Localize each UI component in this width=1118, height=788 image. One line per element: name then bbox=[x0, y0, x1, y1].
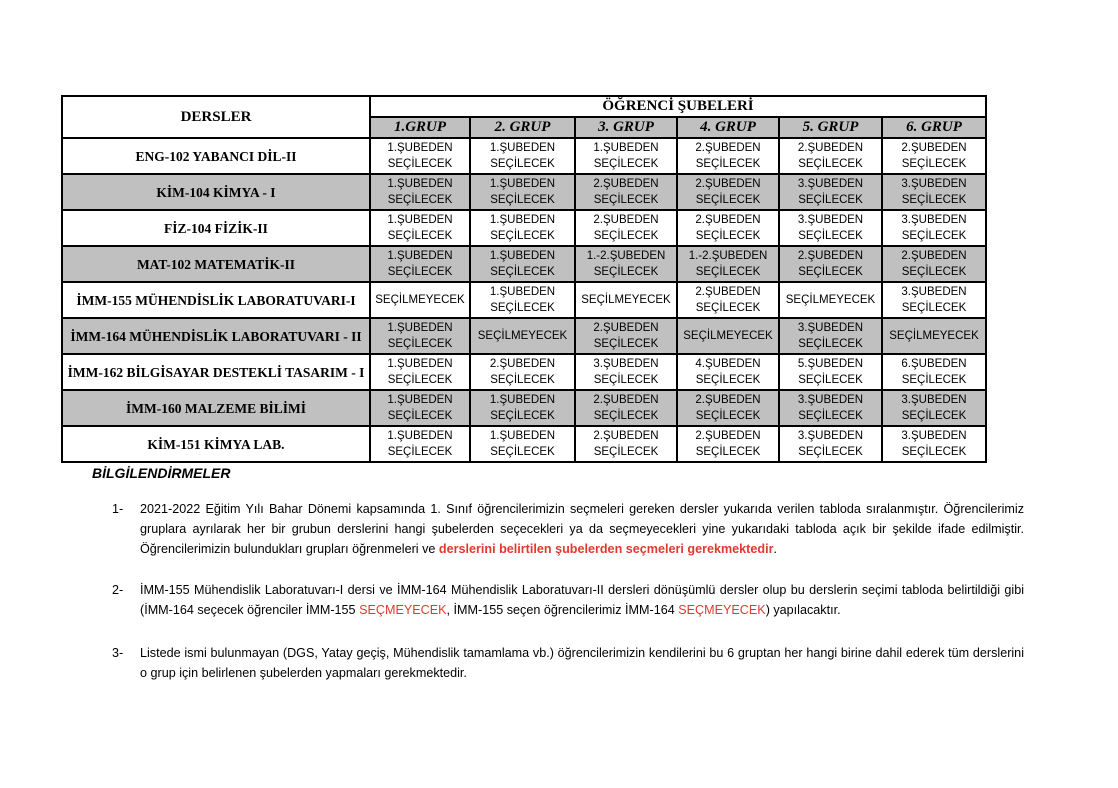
section-cell-line: 2.ŞUBEDEN bbox=[593, 322, 659, 334]
section-cell bbox=[779, 210, 882, 246]
section-cell bbox=[470, 318, 575, 354]
section-cell-line: SEÇİLECEK bbox=[798, 230, 863, 242]
section-cell-line: 3.ŞUBEDEN bbox=[901, 178, 967, 190]
section-cell-line: SEÇİLECEK bbox=[490, 446, 555, 458]
section-cell-line: 2.ŞUBEDEN bbox=[593, 214, 659, 226]
section-cell-line: SEÇİLECEK bbox=[387, 410, 453, 422]
section-cell bbox=[575, 138, 677, 174]
note-number: 1- bbox=[112, 502, 124, 516]
section-cell-line: 2.ŞUBEDEN bbox=[489, 358, 556, 370]
section-cell-line: 1.-2.ŞUBEDEN bbox=[688, 250, 768, 262]
section-cell-line: SEÇİLECEK bbox=[490, 266, 555, 278]
section-cell-line: 1.ŞUBEDEN bbox=[489, 394, 556, 406]
course-name: İMM-164 MÜHENDİSLİK LABORATUVARI - II bbox=[62, 318, 370, 354]
section-cell-line: 2.ŞUBEDEN bbox=[901, 142, 967, 154]
section-cell bbox=[677, 282, 779, 318]
section-cell-line: SEÇİLECEK bbox=[901, 374, 967, 386]
section-cell-line: 2.ŞUBEDEN bbox=[695, 178, 761, 190]
ogrenci-subeleri-header: ÖĞRENCİ ŞUBELERİ bbox=[370, 96, 986, 117]
section-cell-line: 1.ŞUBEDEN bbox=[387, 214, 453, 226]
section-cell bbox=[575, 426, 677, 462]
section-cell-line: 2.ŞUBEDEN bbox=[593, 394, 659, 406]
section-cell-line: 6.ŞUBEDEN bbox=[901, 358, 967, 370]
section-cell-line: SEÇİLECEK bbox=[901, 194, 967, 206]
course-section-table bbox=[61, 95, 987, 463]
section-cell bbox=[370, 354, 470, 390]
dersler-header: DERSLER bbox=[62, 96, 370, 138]
section-cell-line: 1.ŞUBEDEN bbox=[489, 250, 556, 262]
section-cell-line: 1.ŞUBEDEN bbox=[387, 250, 453, 262]
section-cell bbox=[779, 174, 882, 210]
section-cell-line: 1.ŞUBEDEN bbox=[387, 358, 453, 370]
course-name: FİZ-104 FİZİK-II bbox=[62, 210, 370, 246]
table-row bbox=[62, 318, 986, 354]
section-cell-line: SEÇİLECEK bbox=[901, 302, 967, 314]
section-cell-line: 1.ŞUBEDEN bbox=[489, 430, 556, 442]
section-cell bbox=[882, 426, 986, 462]
section-cell-line: SEÇİLECEK bbox=[695, 446, 761, 458]
section-cell-line: 1.ŞUBEDEN bbox=[387, 394, 453, 406]
section-cell-line: SEÇİLECEK bbox=[387, 374, 453, 386]
section-cell-line: SEÇİLECEK bbox=[798, 446, 863, 458]
note-text bbox=[140, 580, 1024, 620]
section-cell bbox=[575, 390, 677, 426]
section-cell-line: SEÇİLECEK bbox=[593, 338, 659, 350]
section-cell-line: 1.ŞUBEDEN bbox=[489, 214, 556, 226]
section-cell bbox=[882, 210, 986, 246]
section-cell-line: SEÇİLMEYECEK bbox=[581, 294, 671, 306]
note-item bbox=[112, 643, 1024, 683]
section-cell-line: SEÇİLECEK bbox=[695, 302, 761, 314]
group-header-2: 2. GRUP bbox=[470, 117, 575, 138]
section-cell-line: SEÇİLECEK bbox=[387, 230, 453, 242]
table-row bbox=[62, 138, 986, 174]
note-item bbox=[112, 580, 1024, 620]
group-header-4: 4. GRUP bbox=[677, 117, 779, 138]
section-cell bbox=[677, 246, 779, 282]
section-cell-line: SEÇİLMEYECEK bbox=[683, 330, 773, 342]
section-cell bbox=[470, 138, 575, 174]
section-cell-line: SEÇİLECEK bbox=[695, 410, 761, 422]
section-cell bbox=[882, 318, 986, 354]
course-name: İMM-155 MÜHENDİSLİK LABORATUVARI-I bbox=[62, 282, 370, 318]
section-cell bbox=[470, 354, 575, 390]
section-cell bbox=[370, 174, 470, 210]
section-cell-line: 1.ŞUBEDEN bbox=[489, 142, 556, 154]
section-cell bbox=[677, 318, 779, 354]
section-cell-line: SEÇİLECEK bbox=[490, 194, 555, 206]
section-cell bbox=[370, 426, 470, 462]
section-cell-line: SEÇİLECEK bbox=[901, 266, 967, 278]
section-cell bbox=[779, 318, 882, 354]
section-cell-line: SEÇİLECEK bbox=[593, 266, 659, 278]
section-cell-line: 3.ŞUBEDEN bbox=[797, 394, 864, 406]
section-cell-line: SEÇİLECEK bbox=[387, 446, 453, 458]
section-cell-line: SEÇİLMEYECEK bbox=[889, 330, 979, 342]
note-highlight-text: SEÇMEYECEK bbox=[678, 603, 766, 617]
table-row bbox=[62, 354, 986, 390]
section-cell-line: 3.ŞUBEDEN bbox=[901, 394, 967, 406]
section-cell-line: 2.ŞUBEDEN bbox=[797, 250, 864, 262]
section-cell-line: 2.ŞUBEDEN bbox=[901, 250, 967, 262]
section-cell-line: SEÇİLECEK bbox=[387, 266, 453, 278]
section-cell bbox=[575, 318, 677, 354]
note-text bbox=[140, 499, 1024, 559]
section-cell-line: SEÇİLECEK bbox=[490, 410, 555, 422]
section-cell-line: 3.ŞUBEDEN bbox=[797, 178, 864, 190]
section-cell-line: 1.ŞUBEDEN bbox=[387, 430, 453, 442]
section-cell bbox=[779, 426, 882, 462]
table-row bbox=[62, 282, 986, 318]
section-cell-line: SEÇİLECEK bbox=[798, 194, 863, 206]
section-cell bbox=[470, 174, 575, 210]
section-cell-line: 3.ŞUBEDEN bbox=[797, 214, 864, 226]
course-name: KİM-151 KİMYA LAB. bbox=[62, 426, 370, 462]
table-row bbox=[62, 426, 986, 462]
section-cell bbox=[882, 246, 986, 282]
note-number: 3- bbox=[112, 646, 124, 660]
section-cell-line: SEÇİLECEK bbox=[901, 158, 967, 170]
section-cell bbox=[370, 390, 470, 426]
section-cell-line: SEÇİLECEK bbox=[490, 374, 555, 386]
course-name: KİM-104 KİMYA - I bbox=[62, 174, 370, 210]
section-cell-line: SEÇİLECEK bbox=[901, 446, 967, 458]
section-cell-line: 2.ŞUBEDEN bbox=[797, 142, 864, 154]
section-cell bbox=[882, 390, 986, 426]
group-header-1: 1.GRUP bbox=[370, 117, 470, 138]
section-cell-line: 3.ŞUBEDEN bbox=[901, 214, 967, 226]
section-cell-line: 5.ŞUBEDEN bbox=[797, 358, 864, 370]
section-cell bbox=[677, 426, 779, 462]
section-cell bbox=[677, 138, 779, 174]
section-cell bbox=[677, 354, 779, 390]
section-cell-line: SEÇİLMEYECEK bbox=[375, 294, 465, 306]
section-cell-line: 1.ŞUBEDEN bbox=[387, 142, 453, 154]
info-title: BİLGİLENDİRMELER bbox=[92, 465, 231, 481]
section-cell-line: 2.ŞUBEDEN bbox=[695, 214, 761, 226]
section-cell bbox=[882, 174, 986, 210]
note-text-segment: . bbox=[773, 542, 777, 556]
section-cell bbox=[370, 318, 470, 354]
section-cell bbox=[470, 426, 575, 462]
section-cell bbox=[677, 174, 779, 210]
section-cell-line: 2.ŞUBEDEN bbox=[695, 286, 761, 298]
group-header-5: 5. GRUP bbox=[779, 117, 882, 138]
section-cell-line: 1.ŞUBEDEN bbox=[387, 178, 453, 190]
section-cell-line: SEÇİLECEK bbox=[798, 374, 863, 386]
section-cell bbox=[882, 354, 986, 390]
section-cell-line: SEÇİLECEK bbox=[798, 266, 863, 278]
section-cell-line: SEÇİLECEK bbox=[593, 158, 659, 170]
section-cell-line: SEÇİLECEK bbox=[798, 338, 863, 350]
note-text-segment: İMM-155 Mühendislik Laboratuvarı-I dersi ve İMM-164 Mühendislik Laboratuvarı-II dersleri dönüşümlü dersler olup bu derslerin seçimi tabloda belirtildiği gibi (İMM-164 seçecek öğrenciler İMM-155 bbox=[140, 583, 1024, 617]
section-cell bbox=[575, 174, 677, 210]
section-cell-line: 4.ŞUBEDEN bbox=[695, 358, 761, 370]
section-cell bbox=[677, 210, 779, 246]
section-cell-line: SEÇİLMEYECEK bbox=[477, 330, 568, 342]
section-cell bbox=[779, 390, 882, 426]
section-cell-line: SEÇİLECEK bbox=[387, 338, 453, 350]
note-item bbox=[112, 499, 1024, 559]
note-highlight-text: SEÇMEYECEK bbox=[359, 603, 447, 617]
note-text-segment: 2021-2022 Eğitim Yılı Bahar Dönemi kapsamında 1. Sınıf öğrencilerimizin seçmeleri gereken dersler yukarıda verilen tabloda sıralanmıştır. Öğrencilerimiz gruplara ayrılarak her bir grubun derslerini hangi şubelerden seçecekleri ya da seçmeyecekleri yine yukarıdaki tabloda açık bir şekilde ifade edilmiştir. Öğrencilerimizin bulundukları grupları öğrenmeleri ve bbox=[140, 502, 1024, 556]
section-cell-line: SEÇİLECEK bbox=[901, 230, 967, 242]
section-cell bbox=[779, 282, 882, 318]
section-cell bbox=[882, 282, 986, 318]
section-cell bbox=[575, 354, 677, 390]
section-cell-line: 3.ŞUBEDEN bbox=[901, 430, 967, 442]
table-row bbox=[62, 246, 986, 282]
section-cell-line: 1.ŞUBEDEN bbox=[387, 322, 453, 334]
section-cell-line: 2.ŞUBEDEN bbox=[695, 430, 761, 442]
section-cell-line: 2.ŞUBEDEN bbox=[593, 178, 659, 190]
section-cell bbox=[470, 390, 575, 426]
section-cell bbox=[370, 138, 470, 174]
section-cell-line: 3.ŞUBEDEN bbox=[797, 430, 864, 442]
note-text bbox=[140, 643, 1024, 683]
note-text-segment: ) yapılacaktır. bbox=[765, 603, 841, 617]
section-cell-line: SEÇİLECEK bbox=[593, 446, 659, 458]
section-cell-line: SEÇİLECEK bbox=[490, 158, 555, 170]
section-cell-line: 3.ŞUBEDEN bbox=[593, 358, 659, 370]
section-cell-line: SEÇİLECEK bbox=[387, 194, 453, 206]
group-header-3: 3. GRUP bbox=[575, 117, 677, 138]
course-name: MAT-102 MATEMATİK-II bbox=[62, 246, 370, 282]
section-cell-line: SEÇİLECEK bbox=[593, 410, 659, 422]
table-row bbox=[62, 210, 986, 246]
section-cell-line: 1.ŞUBEDEN bbox=[489, 286, 556, 298]
section-cell-line: SEÇİLECEK bbox=[695, 230, 761, 242]
course-name: İMM-160 MALZEME BİLİMİ bbox=[62, 390, 370, 426]
section-cell-line: 2.ŞUBEDEN bbox=[695, 142, 761, 154]
table-row bbox=[62, 174, 986, 210]
course-name: ENG-102 YABANCI DİL-II bbox=[62, 138, 370, 174]
section-cell-line: 2.ŞUBEDEN bbox=[695, 394, 761, 406]
section-cell bbox=[882, 138, 986, 174]
section-cell-line: 2.ŞUBEDEN bbox=[593, 430, 659, 442]
course-name: İMM-162 BİLGİSAYAR DESTEKLİ TASARIM - I bbox=[62, 354, 370, 390]
section-cell-line: SEÇİLECEK bbox=[490, 230, 555, 242]
section-cell-line: 3.ŞUBEDEN bbox=[901, 286, 967, 298]
section-cell bbox=[677, 390, 779, 426]
section-cell bbox=[370, 246, 470, 282]
section-cell bbox=[779, 354, 882, 390]
section-cell-line: 3.ŞUBEDEN bbox=[797, 322, 864, 334]
section-cell-line: SEÇİLECEK bbox=[593, 374, 659, 386]
section-cell-line: SEÇİLECEK bbox=[593, 194, 659, 206]
section-cell-line: SEÇİLECEK bbox=[695, 374, 761, 386]
section-cell bbox=[470, 282, 575, 318]
section-cell bbox=[370, 282, 470, 318]
note-text-segment: Listede ismi bulunmayan (DGS, Yatay geçiş, Mühendislik tamamlama vb.) öğrencilerimizin kendilerini bu 6 gruptan her hangi birine dahil ederek tüm derslerini o grup için belirlenen şubelerden yapmaları gerekmektedir. bbox=[140, 646, 1024, 680]
section-cell-line: SEÇİLECEK bbox=[387, 158, 453, 170]
section-cell bbox=[470, 210, 575, 246]
section-cell-line: SEÇİLECEK bbox=[490, 302, 555, 314]
section-cell-line: SEÇİLECEK bbox=[901, 410, 967, 422]
note-number: 2- bbox=[112, 583, 124, 597]
section-cell bbox=[779, 138, 882, 174]
section-cell bbox=[779, 246, 882, 282]
section-cell-line: SEÇİLECEK bbox=[695, 158, 761, 170]
table-row bbox=[62, 390, 986, 426]
section-cell-line: SEÇİLECEK bbox=[798, 410, 863, 422]
section-cell-line: 1.ŞUBEDEN bbox=[593, 142, 659, 154]
section-cell-line: 1.-2.ŞUBEDEN bbox=[586, 250, 666, 262]
section-cell bbox=[575, 210, 677, 246]
section-cell-line: SEÇİLECEK bbox=[695, 266, 761, 278]
section-cell-line: 1.ŞUBEDEN bbox=[489, 178, 556, 190]
section-cell-line: SEÇİLECEK bbox=[593, 230, 659, 242]
group-header-6: 6. GRUP bbox=[882, 117, 986, 138]
section-cell bbox=[575, 246, 677, 282]
section-cell-line: SEÇİLECEK bbox=[798, 158, 863, 170]
section-cell bbox=[575, 282, 677, 318]
note-text-segment: , İMM-155 seçen öğrencilerimiz İMM-164 bbox=[446, 603, 679, 617]
section-cell-line: SEÇİLMEYECEK bbox=[785, 294, 876, 306]
section-cell bbox=[370, 210, 470, 246]
section-cell-line: SEÇİLECEK bbox=[695, 194, 761, 206]
section-cell bbox=[470, 246, 575, 282]
note-highlight-text: derslerini belirtilen şubelerden seçmeleri gerekmektedir bbox=[438, 542, 774, 556]
